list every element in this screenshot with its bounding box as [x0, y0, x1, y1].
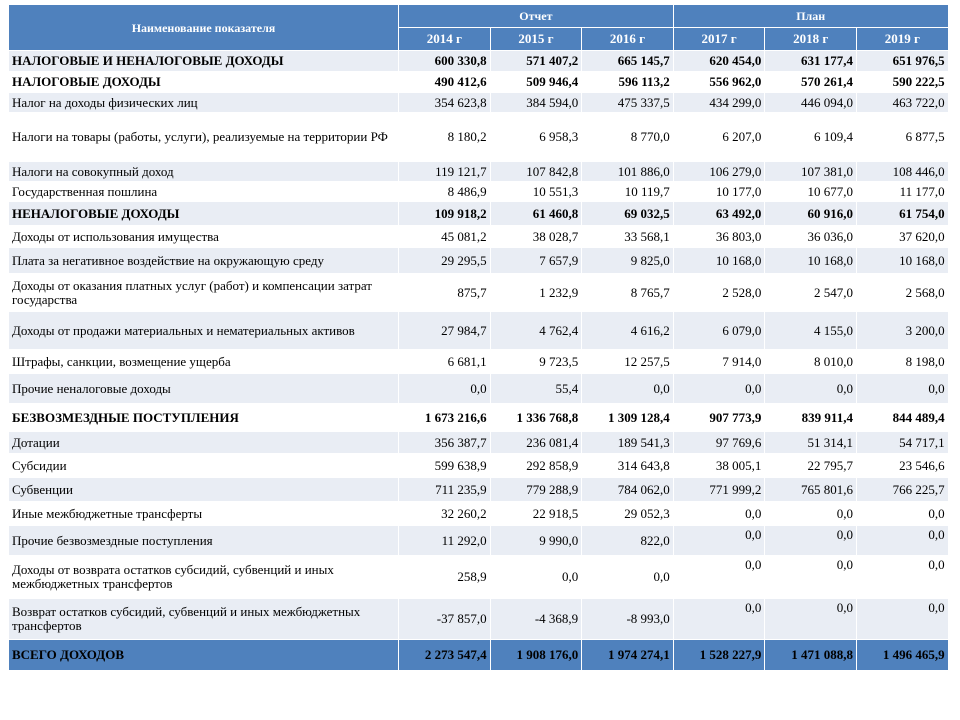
table-row — [9, 93, 949, 113]
table-row — [9, 640, 949, 671]
table-body — [9, 51, 949, 671]
row-value: 1 673 216,6 — [399, 404, 491, 432]
table-row — [9, 556, 949, 599]
row-value: 292 858,9 — [490, 454, 582, 478]
table-row — [9, 502, 949, 526]
row-value: 60 916,0 — [765, 202, 857, 226]
table-row — [9, 404, 949, 432]
row-name: Налог на доходы физических лиц — [9, 93, 399, 113]
row-name: Дотации — [9, 432, 399, 454]
row-name: Налоги на совокупный доход — [9, 162, 399, 182]
row-value: 8 198,0 — [856, 350, 948, 374]
row-value: 0,0 — [673, 374, 765, 404]
row-value: 51 314,1 — [765, 432, 857, 454]
row-value: 665 145,7 — [582, 51, 674, 72]
row-name: НЕНАЛОГОВЫЕ ДОХОДЫ — [9, 202, 399, 226]
row-value: 1 528 227,9 — [673, 640, 765, 671]
table-row — [9, 599, 949, 640]
table-row — [9, 162, 949, 182]
table-row — [9, 226, 949, 248]
row-value: 434 299,0 — [673, 93, 765, 113]
row-value: 766 225,7 — [856, 478, 948, 502]
row-value: 2 528,0 — [673, 274, 765, 312]
row-value: 0,0 — [856, 374, 948, 404]
row-value: 258,9 — [399, 556, 491, 599]
row-name: БЕЗВОЗМЕЗДНЫЕ ПОСТУПЛЕНИЯ — [9, 404, 399, 432]
table-row — [9, 374, 949, 404]
row-value: 1 496 465,9 — [856, 640, 948, 671]
row-value: 97 769,6 — [673, 432, 765, 454]
row-value: 236 081,4 — [490, 432, 582, 454]
row-name: Штрафы, санкции, возмещение ущерба — [9, 350, 399, 374]
row-value: 596 113,2 — [582, 72, 674, 93]
row-name: Налоги на товары (работы, услуги), реализуемые на территории РФ — [9, 113, 399, 162]
row-value: 1 336 768,8 — [490, 404, 582, 432]
row-name: НАЛОГОВЫЕ И НЕНАЛОГОВЫЕ ДОХОДЫ — [9, 51, 399, 72]
row-name: Плата за негативное воздействие на окружающую среду — [9, 248, 399, 274]
row-name: Доходы от использования имущества — [9, 226, 399, 248]
row-name: Прочие неналоговые доходы — [9, 374, 399, 404]
indicator-name-header: Наименование показателя — [9, 5, 399, 51]
row-value: 22 918,5 — [490, 502, 582, 526]
row-value: 107 842,8 — [490, 162, 582, 182]
row-value: 356 387,7 — [399, 432, 491, 454]
row-value: 10 168,0 — [673, 248, 765, 274]
row-value: 1 974 274,1 — [582, 640, 674, 671]
row-value: 12 257,5 — [582, 350, 674, 374]
row-value: 570 261,4 — [765, 72, 857, 93]
row-value: 4 762,4 — [490, 312, 582, 350]
row-name: Иные межбюджетные трансферты — [9, 502, 399, 526]
row-value: 651 976,5 — [856, 51, 948, 72]
row-value: 10 177,0 — [673, 182, 765, 202]
table-row — [9, 432, 949, 454]
row-value: 711 235,9 — [399, 478, 491, 502]
row-value: 907 773,9 — [673, 404, 765, 432]
row-value: 36 803,0 — [673, 226, 765, 248]
row-value: 463 722,0 — [856, 93, 948, 113]
row-value: 771 999,2 — [673, 478, 765, 502]
row-value: 1 309 128,4 — [582, 404, 674, 432]
row-value: 446 094,0 — [765, 93, 857, 113]
row-value: 29 295,5 — [399, 248, 491, 274]
row-value: 10 551,3 — [490, 182, 582, 202]
row-value: 620 454,0 — [673, 51, 765, 72]
row-value: 37 620,0 — [856, 226, 948, 248]
row-value: 3 200,0 — [856, 312, 948, 350]
row-value: 106 279,0 — [673, 162, 765, 182]
row-value: 0,0 — [765, 526, 857, 556]
table-row — [9, 454, 949, 478]
year-header-2017: 2017 г — [673, 28, 765, 51]
row-value: 69 032,5 — [582, 202, 674, 226]
row-value: 0,0 — [673, 526, 765, 556]
row-value: 119 121,7 — [399, 162, 491, 182]
row-value: -4 368,9 — [490, 599, 582, 640]
row-name: Прочие безвозмездные поступления — [9, 526, 399, 556]
row-value: 556 962,0 — [673, 72, 765, 93]
row-name: Возврат остатков субсидий, субвенций и иных межбюджетных трансфертов — [9, 599, 399, 640]
row-value: 36 036,0 — [765, 226, 857, 248]
row-value: 600 330,8 — [399, 51, 491, 72]
row-name: Доходы от оказания платных услуг (работ) и компенсации затрат государства — [9, 274, 399, 312]
year-header-2015: 2015 г — [490, 28, 582, 51]
row-value: 0,0 — [856, 502, 948, 526]
table-row — [9, 478, 949, 502]
row-value: 7 657,9 — [490, 248, 582, 274]
row-value: 61 460,8 — [490, 202, 582, 226]
row-value: 38 028,7 — [490, 226, 582, 248]
row-value: 9 990,0 — [490, 526, 582, 556]
row-value: 109 918,2 — [399, 202, 491, 226]
row-name: Доходы от возврата остатков субсидий, субвенций и иных межбюджетных трансфертов — [9, 556, 399, 599]
row-value: -8 993,0 — [582, 599, 674, 640]
row-name: Государственная пошлина — [9, 182, 399, 202]
row-value: 0,0 — [673, 599, 765, 640]
row-value: 0,0 — [856, 526, 948, 556]
row-name: Субвенции — [9, 478, 399, 502]
row-value: 509 946,4 — [490, 72, 582, 93]
row-value: 844 489,4 — [856, 404, 948, 432]
row-value: 32 260,2 — [399, 502, 491, 526]
year-header-2019: 2019 г — [856, 28, 948, 51]
row-value: 8 770,0 — [582, 113, 674, 162]
row-value: 10 168,0 — [856, 248, 948, 274]
row-value: 10 119,7 — [582, 182, 674, 202]
row-value: 0,0 — [399, 374, 491, 404]
revenue-table — [8, 4, 949, 671]
row-value: 189 541,3 — [582, 432, 674, 454]
row-value: 107 381,0 — [765, 162, 857, 182]
row-value: 101 886,0 — [582, 162, 674, 182]
row-value: 6 079,0 — [673, 312, 765, 350]
row-value: 0,0 — [765, 502, 857, 526]
row-value: 61 754,0 — [856, 202, 948, 226]
row-value: 8 180,2 — [399, 113, 491, 162]
row-value: 1 232,9 — [490, 274, 582, 312]
row-value: 784 062,0 — [582, 478, 674, 502]
row-value: 7 914,0 — [673, 350, 765, 374]
row-value: 9 825,0 — [582, 248, 674, 274]
row-value: 6 109,4 — [765, 113, 857, 162]
row-value: 822,0 — [582, 526, 674, 556]
row-value: 599 638,9 — [399, 454, 491, 478]
row-value: 0,0 — [673, 502, 765, 526]
table-row — [9, 113, 949, 162]
row-value: 0,0 — [765, 599, 857, 640]
table-row — [9, 248, 949, 274]
row-value: 4 155,0 — [765, 312, 857, 350]
row-value: 9 723,5 — [490, 350, 582, 374]
year-header-2014: 2014 г — [399, 28, 491, 51]
row-value: 765 801,6 — [765, 478, 857, 502]
row-value: 6 877,5 — [856, 113, 948, 162]
row-name: Субсидии — [9, 454, 399, 478]
row-value: 27 984,7 — [399, 312, 491, 350]
row-value: 23 546,6 — [856, 454, 948, 478]
row-value: 22 795,7 — [765, 454, 857, 478]
row-value: 11 177,0 — [856, 182, 948, 202]
year-header-2018: 2018 г — [765, 28, 857, 51]
row-value: 0,0 — [765, 556, 857, 599]
row-value: 11 292,0 — [399, 526, 491, 556]
row-value: 45 081,2 — [399, 226, 491, 248]
table-row — [9, 182, 949, 202]
row-value: 354 623,8 — [399, 93, 491, 113]
row-value: 875,7 — [399, 274, 491, 312]
row-value: 38 005,1 — [673, 454, 765, 478]
row-value: 0,0 — [582, 374, 674, 404]
row-value: 0,0 — [856, 599, 948, 640]
row-value: 4 616,2 — [582, 312, 674, 350]
row-value: 2 568,0 — [856, 274, 948, 312]
row-value: 314 643,8 — [582, 454, 674, 478]
table-row — [9, 72, 949, 93]
row-value: 2 273 547,4 — [399, 640, 491, 671]
row-value: 29 052,3 — [582, 502, 674, 526]
row-value: 6 207,0 — [673, 113, 765, 162]
row-name: НАЛОГОВЫЕ ДОХОДЫ — [9, 72, 399, 93]
row-value: 1 908 176,0 — [490, 640, 582, 671]
year-header-2016: 2016 г — [582, 28, 674, 51]
table-row — [9, 202, 949, 226]
row-name: Доходы от продажи материальных и нематериальных активов — [9, 312, 399, 350]
row-value: 63 492,0 — [673, 202, 765, 226]
row-value: -37 857,0 — [399, 599, 491, 640]
row-value: 33 568,1 — [582, 226, 674, 248]
row-value: 590 222,5 — [856, 72, 948, 93]
row-value: 10 168,0 — [765, 248, 857, 274]
row-value: 779 288,9 — [490, 478, 582, 502]
row-value: 10 677,0 — [765, 182, 857, 202]
row-value: 0,0 — [582, 556, 674, 599]
row-value: 8 010,0 — [765, 350, 857, 374]
row-value: 0,0 — [856, 556, 948, 599]
table-row — [9, 274, 949, 312]
row-value: 54 717,1 — [856, 432, 948, 454]
row-value: 55,4 — [490, 374, 582, 404]
table-row — [9, 312, 949, 350]
row-value: 6 681,1 — [399, 350, 491, 374]
report-group-header: Отчет — [399, 5, 674, 28]
row-value: 1 471 088,8 — [765, 640, 857, 671]
table-row — [9, 350, 949, 374]
row-value: 631 177,4 — [765, 51, 857, 72]
row-value: 490 412,6 — [399, 72, 491, 93]
row-value: 0,0 — [490, 556, 582, 599]
table-row — [9, 526, 949, 556]
row-value: 384 594,0 — [490, 93, 582, 113]
row-value: 108 446,0 — [856, 162, 948, 182]
row-value: 6 958,3 — [490, 113, 582, 162]
row-name: ВСЕГО ДОХОДОВ — [9, 640, 399, 671]
row-value: 0,0 — [673, 556, 765, 599]
row-value: 475 337,5 — [582, 93, 674, 113]
row-value: 2 547,0 — [765, 274, 857, 312]
row-value: 839 911,4 — [765, 404, 857, 432]
table-row — [9, 51, 949, 72]
plan-group-header: План — [673, 5, 948, 28]
row-value: 8 765,7 — [582, 274, 674, 312]
row-value: 8 486,9 — [399, 182, 491, 202]
row-value: 0,0 — [765, 374, 857, 404]
row-value: 571 407,2 — [490, 51, 582, 72]
